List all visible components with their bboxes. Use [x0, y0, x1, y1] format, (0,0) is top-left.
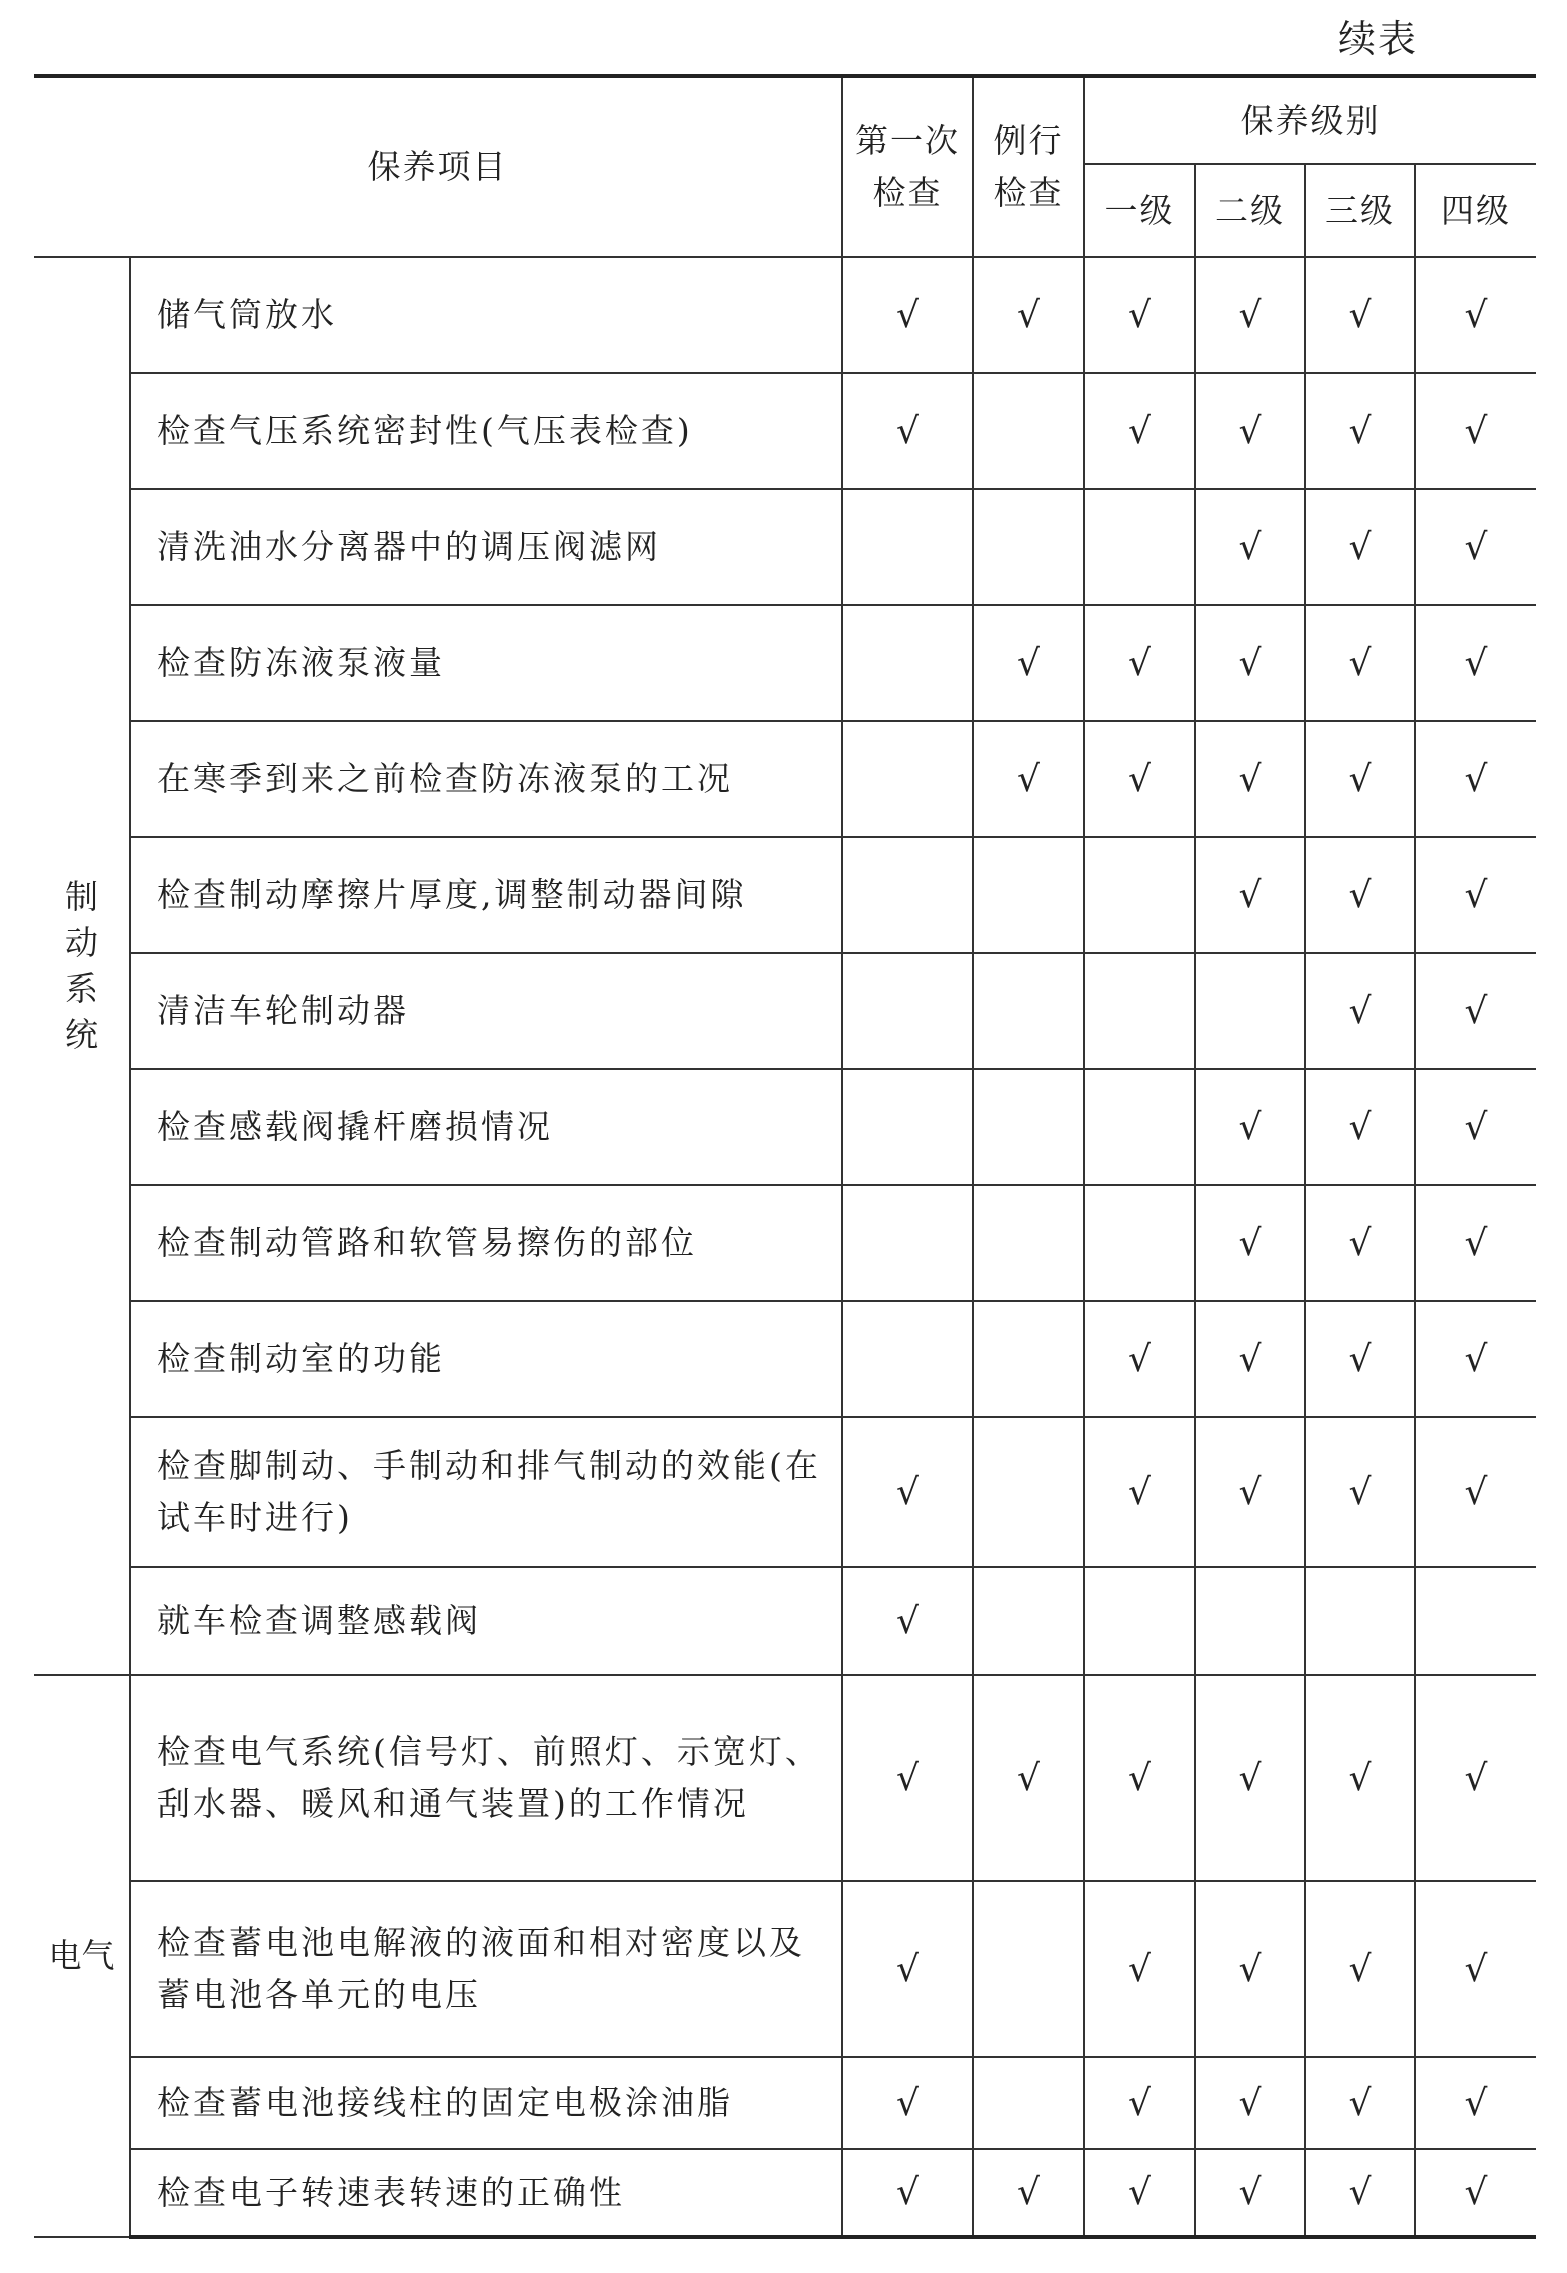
- check-cell: [973, 489, 1084, 605]
- row-item: 检查制动室的功能: [130, 1301, 842, 1417]
- check-cell: [842, 489, 973, 605]
- check-cell: [973, 1069, 1084, 1185]
- check-cell: [1084, 605, 1195, 721]
- check-mark-icon: √: [896, 294, 919, 336]
- check-mark-icon: √: [1348, 2082, 1372, 2124]
- check-cell: [1415, 2057, 1536, 2149]
- check-mark-icon: √: [1348, 2172, 1372, 2213]
- check-cell: [1415, 1185, 1536, 1301]
- check-mark-icon: √: [1128, 1757, 1151, 1799]
- check-mark-icon: √: [1464, 642, 1488, 684]
- check-mark-icon: √: [1464, 1222, 1488, 1264]
- table-body: [34, 76, 1536, 2237]
- check-cell: [1084, 257, 1195, 373]
- check-mark-icon: √: [1017, 758, 1040, 800]
- check-mark-icon: √: [1348, 758, 1372, 800]
- check-mark-icon: √: [1238, 294, 1262, 336]
- check-cell: [1195, 2057, 1305, 2149]
- check-mark-icon: √: [1128, 1338, 1151, 1380]
- check-mark-icon: √: [1464, 1471, 1488, 1513]
- check-cell: [1195, 1417, 1305, 1567]
- check-cell: [1195, 2149, 1305, 2237]
- check-cell: [973, 837, 1084, 953]
- check-cell: [973, 605, 1084, 721]
- row-item: 清洗油水分离器中的调压阀滤网: [130, 489, 842, 605]
- check-mark-icon: √: [1464, 1757, 1488, 1799]
- category-brake: [34, 257, 130, 1675]
- check-cell: [1415, 373, 1536, 489]
- check-cell: [842, 373, 973, 489]
- check-cell: [1195, 837, 1305, 953]
- check-cell: [842, 1301, 973, 1417]
- check-cell: [1084, 2057, 1195, 2149]
- row-item: 检查制动摩擦片厚度,调整制动器间隙: [130, 837, 842, 953]
- header-level-4: 四级: [1415, 164, 1536, 257]
- check-cell: [973, 721, 1084, 837]
- category-electrical: 电气: [34, 1675, 130, 2237]
- check-cell: [842, 1417, 973, 1567]
- check-cell: [1305, 1675, 1415, 1881]
- check-cell: [1305, 605, 1415, 721]
- check-cell: [1084, 1185, 1195, 1301]
- check-mark-icon: √: [1238, 1222, 1262, 1264]
- check-mark-icon: √: [1348, 1222, 1372, 1264]
- check-cell: [1195, 1185, 1305, 1301]
- check-cell: [973, 1881, 1084, 2057]
- check-cell: [1084, 1675, 1195, 1881]
- check-cell: [973, 1185, 1084, 1301]
- check-mark-icon: √: [1238, 2172, 1262, 2213]
- check-cell: [1415, 1567, 1536, 1675]
- row-item: 检查制动管路和软管易擦伤的部位: [130, 1185, 842, 1301]
- check-mark-icon: √: [1017, 642, 1040, 684]
- check-cell: [1195, 1069, 1305, 1185]
- category-brake-label: 制动系统: [65, 877, 98, 1054]
- row-item: 检查防冻液泵液量: [130, 605, 842, 721]
- row-item: 检查脚制动、手制动和排气制动的效能(在试车时进行): [130, 1417, 842, 1567]
- check-mark-icon: √: [1348, 990, 1372, 1032]
- check-cell: [973, 2149, 1084, 2237]
- check-cell: [1195, 257, 1305, 373]
- check-cell: [1305, 721, 1415, 837]
- row-item: 在寒季到来之前检查防冻液泵的工况: [130, 721, 842, 837]
- check-cell: [973, 1675, 1084, 1881]
- check-mark-icon: √: [1238, 1471, 1262, 1513]
- check-mark-icon: √: [1238, 1757, 1262, 1799]
- check-cell: [842, 2057, 973, 2149]
- check-mark-icon: √: [1464, 1338, 1488, 1380]
- check-cell: [1305, 1069, 1415, 1185]
- check-cell: [1305, 1881, 1415, 2057]
- row-item: 检查感载阀撬杆磨损情况: [130, 1069, 842, 1185]
- check-mark-icon: √: [1017, 294, 1040, 336]
- row-item: 检查电子转速表转速的正确性: [130, 2149, 842, 2237]
- check-cell: [973, 373, 1084, 489]
- check-mark-icon: √: [1464, 526, 1488, 568]
- check-cell: [1305, 953, 1415, 1069]
- check-mark-icon: √: [1348, 1948, 1372, 1990]
- check-cell: [973, 2057, 1084, 2149]
- header-level-2: 二级: [1195, 164, 1305, 257]
- check-cell: [1305, 1185, 1415, 1301]
- check-cell: [973, 257, 1084, 373]
- check-cell: [1084, 1881, 1195, 2057]
- check-cell: [1195, 953, 1305, 1069]
- check-cell: [1084, 837, 1195, 953]
- check-cell: [973, 1301, 1084, 1417]
- check-mark-icon: √: [1238, 410, 1262, 452]
- header-level-3: 三级: [1305, 164, 1415, 257]
- check-cell: [1305, 1301, 1415, 1417]
- check-cell: [973, 1567, 1084, 1675]
- check-cell: [1084, 1567, 1195, 1675]
- check-cell: [1415, 1417, 1536, 1567]
- check-cell: [1195, 721, 1305, 837]
- check-mark-icon: √: [1238, 758, 1262, 800]
- check-cell: [842, 721, 973, 837]
- check-mark-icon: √: [1464, 2172, 1488, 2213]
- check-mark-icon: √: [1238, 2082, 1262, 2124]
- check-mark-icon: √: [896, 2172, 919, 2213]
- check-mark-icon: √: [1128, 1948, 1151, 1990]
- check-mark-icon: √: [1464, 410, 1488, 452]
- check-mark-icon: √: [1348, 1471, 1372, 1513]
- check-mark-icon: √: [1348, 642, 1372, 684]
- check-cell: [1415, 1069, 1536, 1185]
- check-cell: [842, 953, 973, 1069]
- check-mark-icon: √: [1128, 294, 1151, 336]
- check-mark-icon: √: [1348, 1338, 1372, 1380]
- check-mark-icon: √: [1017, 1757, 1040, 1799]
- check-cell: [1305, 1567, 1415, 1675]
- check-mark-icon: √: [1238, 1106, 1262, 1148]
- header-first-check-line2: 检查: [872, 173, 943, 212]
- check-cell: [1084, 1301, 1195, 1417]
- header-first-check: [842, 76, 973, 257]
- check-mark-icon: √: [896, 1471, 919, 1513]
- check-cell: [973, 953, 1084, 1069]
- check-cell: [1415, 837, 1536, 953]
- check-cell: [842, 1881, 973, 2057]
- check-cell: [842, 2149, 973, 2237]
- check-mark-icon: √: [1464, 874, 1488, 916]
- row-item: 检查电气系统(信号灯、前照灯、示宽灯、刮水器、暖风和通气装置)的工作情况: [130, 1675, 842, 1881]
- check-mark-icon: √: [1128, 2082, 1151, 2124]
- check-cell: [1195, 605, 1305, 721]
- check-cell: [1415, 1881, 1536, 2057]
- header-level-group: 保养级别: [1084, 76, 1536, 164]
- check-cell: [1084, 1069, 1195, 1185]
- check-cell: [1305, 489, 1415, 605]
- check-cell: [1084, 1417, 1195, 1567]
- check-cell: [1415, 721, 1536, 837]
- header-routine-line2: 检查: [993, 173, 1064, 212]
- check-mark-icon: √: [1128, 1471, 1151, 1513]
- check-cell: [1195, 1567, 1305, 1675]
- check-cell: [1084, 373, 1195, 489]
- check-cell: [1305, 2057, 1415, 2149]
- header-routine-line1: 例行: [993, 121, 1064, 160]
- check-mark-icon: √: [1464, 1106, 1488, 1148]
- check-cell: [973, 1417, 1084, 1567]
- check-mark-icon: √: [1464, 1948, 1488, 1990]
- check-cell: [1195, 1881, 1305, 2057]
- row-item: 储气筒放水: [130, 257, 842, 373]
- check-cell: [1415, 1301, 1536, 1417]
- check-cell: [1195, 1675, 1305, 1881]
- check-mark-icon: √: [1348, 1106, 1372, 1148]
- check-cell: [1415, 953, 1536, 1069]
- check-mark-icon: √: [1348, 294, 1372, 336]
- check-cell: [842, 605, 973, 721]
- check-mark-icon: √: [1128, 410, 1151, 452]
- check-mark-icon: √: [1348, 1757, 1372, 1799]
- header-level-1: 一级: [1084, 164, 1195, 257]
- check-cell: [1415, 1675, 1536, 1881]
- check-cell: [1415, 605, 1536, 721]
- row-item: 检查气压系统密封性(气压表检查): [130, 373, 842, 489]
- check-cell: [1415, 489, 1536, 605]
- check-cell: [842, 1567, 973, 1675]
- continued-label: 续表: [1338, 17, 1419, 61]
- check-mark-icon: √: [1348, 526, 1372, 568]
- check-cell: [1305, 837, 1415, 953]
- check-cell: [842, 257, 973, 373]
- check-cell: [1305, 1417, 1415, 1567]
- check-mark-icon: √: [896, 1757, 919, 1799]
- check-cell: [1195, 373, 1305, 489]
- check-cell: [842, 837, 973, 953]
- check-mark-icon: √: [1238, 1338, 1262, 1380]
- check-mark-icon: √: [1017, 2172, 1040, 2213]
- check-mark-icon: √: [1238, 1948, 1262, 1990]
- check-cell: [1305, 2149, 1415, 2237]
- check-mark-icon: √: [1128, 758, 1151, 800]
- check-mark-icon: √: [896, 1948, 919, 1990]
- check-cell: [1305, 257, 1415, 373]
- check-cell: [1195, 489, 1305, 605]
- check-cell: [1084, 953, 1195, 1069]
- check-mark-icon: √: [1238, 642, 1262, 684]
- check-mark-icon: √: [1348, 410, 1372, 452]
- check-mark-icon: √: [1128, 642, 1151, 684]
- check-mark-icon: √: [1238, 526, 1262, 568]
- row-item: 检查蓄电池电解液的液面和相对密度以及蓄电池各单元的电压: [130, 1881, 842, 2057]
- check-mark-icon: √: [1464, 2082, 1488, 2124]
- check-cell: [842, 1675, 973, 1881]
- check-cell: [1195, 1301, 1305, 1417]
- row-item: 清洁车轮制动器: [130, 953, 842, 1069]
- check-mark-icon: √: [1464, 294, 1488, 336]
- check-mark-icon: √: [896, 410, 919, 452]
- check-mark-icon: √: [1464, 990, 1488, 1032]
- check-mark-icon: √: [1348, 874, 1372, 916]
- check-mark-icon: √: [896, 1600, 919, 1642]
- row-item: 就车检查调整感载阀: [130, 1567, 842, 1675]
- check-cell: [1084, 489, 1195, 605]
- check-mark-icon: √: [1238, 874, 1262, 916]
- check-cell: [1084, 721, 1195, 837]
- check-cell: [1084, 2149, 1195, 2237]
- check-mark-icon: √: [1464, 758, 1488, 800]
- check-cell: [1305, 373, 1415, 489]
- header-first-check-line1: 第一次: [855, 121, 960, 160]
- check-mark-icon: √: [1128, 2172, 1151, 2213]
- check-cell: [1415, 2149, 1536, 2237]
- check-cell: [1415, 257, 1536, 373]
- row-item: 检查蓄电池接线柱的固定电极涂油脂: [130, 2057, 842, 2149]
- check-mark-icon: √: [896, 2082, 919, 2124]
- maintenance-table: [34, 74, 1536, 2239]
- header-routine: [973, 76, 1084, 257]
- header-item: 保养项目: [34, 76, 842, 257]
- check-cell: [842, 1069, 973, 1185]
- check-cell: [842, 1185, 973, 1301]
